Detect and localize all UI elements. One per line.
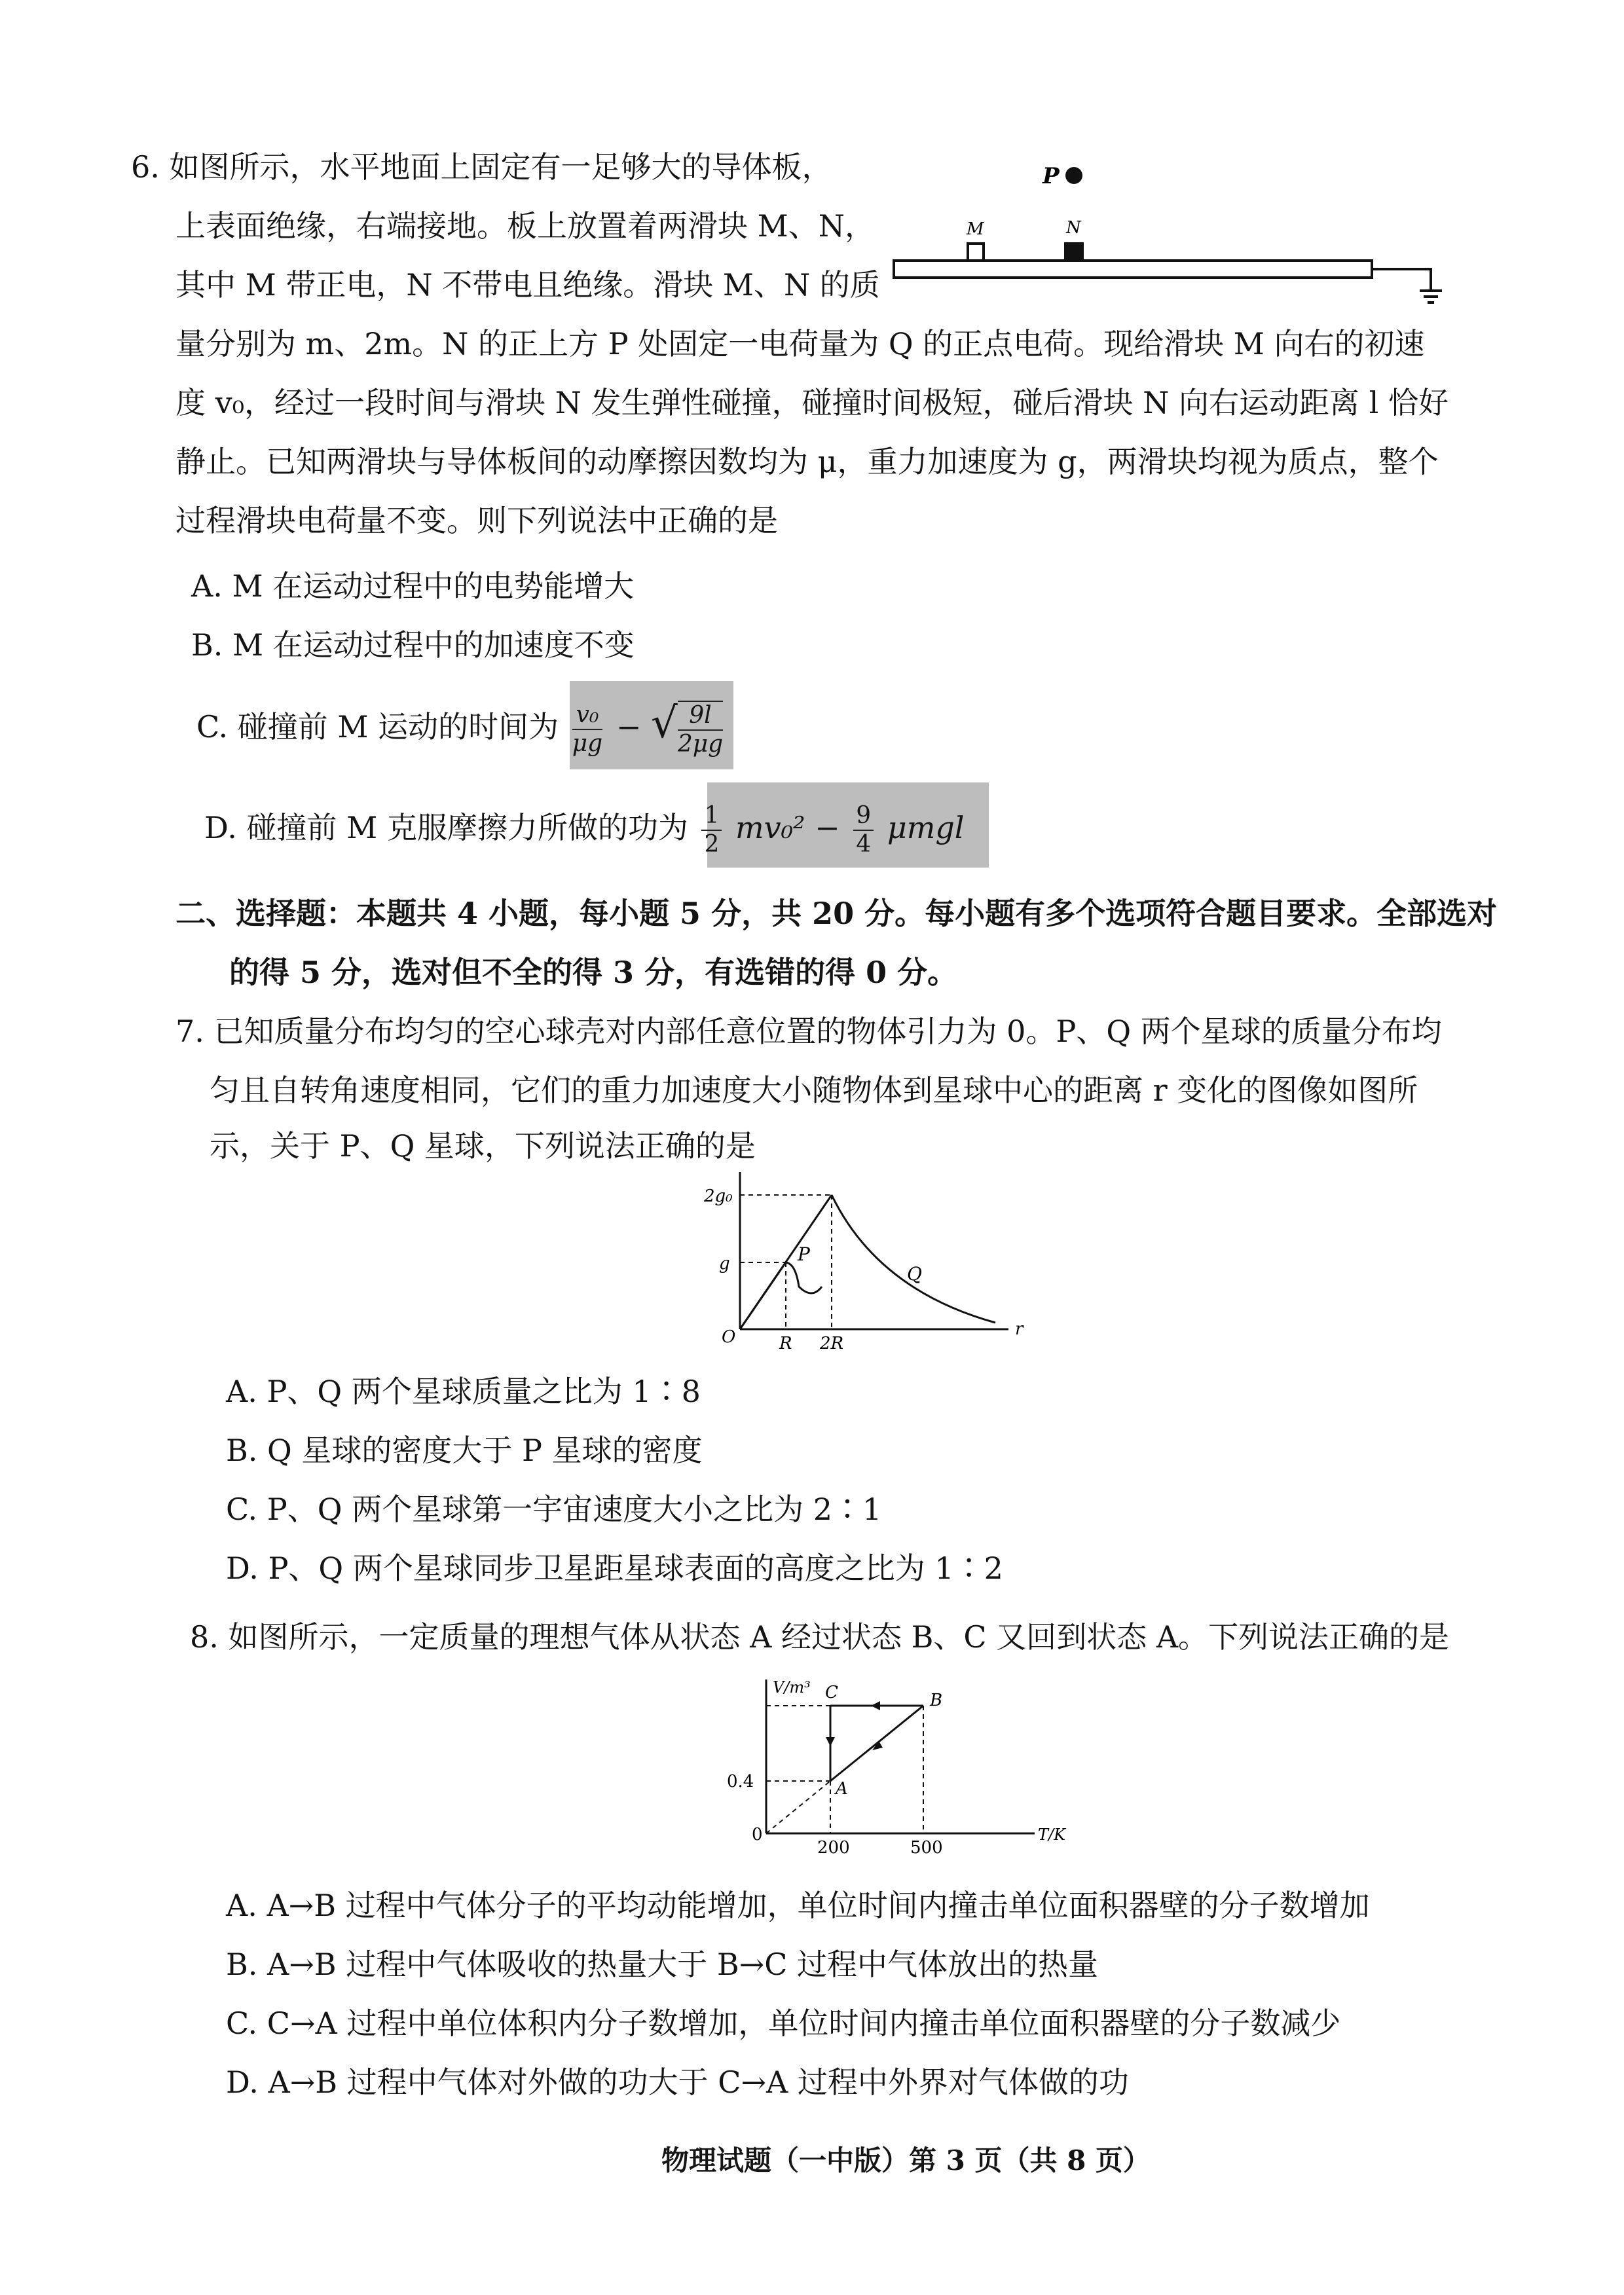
slider-m-label: M — [967, 219, 984, 239]
q6-line-7: 过程滑块电荷量不变。则下列说法中正确的是 — [175, 503, 778, 538]
q8-option-c: C. C→A 过程中单位体积内分子数增加，单位时间内撞击单位面积器壁的分子数减少 — [226, 2006, 1341, 2041]
q6-option-c-sqrt-num: 9l — [678, 702, 723, 731]
q8-label-c: C — [825, 1683, 838, 1702]
q8-graph — [707, 1673, 1074, 1863]
q6-option-d — [204, 802, 965, 858]
charge-p-dot — [1065, 167, 1082, 184]
q7-label-g: g — [719, 1254, 730, 1274]
q6-option-d-frac1-den: 2 — [704, 831, 720, 858]
charge-p-label: P — [1043, 163, 1060, 189]
q8-label-a: A — [836, 1779, 848, 1799]
q6-option-d-mid: mv₀² − — [735, 810, 840, 845]
q6-option-d-tail: μmgl — [887, 810, 965, 845]
q6-option-c-frac1-num: v₀ — [572, 701, 602, 730]
slider-m — [968, 244, 984, 261]
q8-label-500: 500 — [910, 1838, 943, 1858]
q6-option-d-frac1-num: 1 — [701, 802, 722, 831]
q7-label-r: R — [779, 1334, 792, 1353]
q8-label-04: 0.4 — [727, 1772, 754, 1791]
section2-header-line1: 二、选择题：本题共 4 小题，每小题 5 分，共 20 分。每小题有多个选项符合题目要求。全部选对 — [175, 896, 1498, 931]
q7-label-x-r: r — [1015, 1319, 1024, 1339]
conductor-plate — [894, 261, 1372, 278]
q8-option-a: A. A→B 过程中气体分子的平均动能增加，单位时间内撞击单位面积器壁的分子数增加 — [226, 1888, 1370, 1923]
q6-line-4: 量分别为 m、2m。N 的正上方 P 处固定一电荷量为 Q 的正点电荷。现给滑块 M 向右的初速 — [175, 326, 1425, 361]
q7-graph — [681, 1166, 1048, 1362]
q7-label-origin: O — [722, 1327, 736, 1347]
q6-line-2: 上表面绝缘，右端接地。板上放置着两滑块 M、N， — [175, 208, 875, 244]
q6-option-c-sqrt-den: 2μg — [677, 731, 724, 758]
q7-label-2r: 2R — [820, 1334, 844, 1353]
q6-option-c-frac1-den: μg — [572, 730, 603, 757]
q6-option-a: A. M 在运动过程中的电势能增大 — [191, 568, 635, 604]
q7-option-a: A. P、Q 两个星球质量之比为 1∶8 — [226, 1374, 701, 1409]
q7-curve-q-decay — [832, 1195, 995, 1323]
q6-option-c-sqrt-frac — [678, 701, 723, 758]
q6-option-d-frac2-num: 9 — [853, 802, 874, 831]
q6-option-c-frac1 — [572, 701, 602, 758]
q6-option-d-frac2 — [853, 802, 874, 858]
q7-curve-p-tail — [786, 1262, 822, 1293]
section2-header-line2: 的得 5 分，选对但不全的得 3 分，有选错的得 0 分。 — [229, 955, 958, 990]
q8-dash-origin-a — [766, 1781, 830, 1833]
slider-n-label: N — [1066, 218, 1081, 238]
q6-option-d-frac2-den: 4 — [856, 831, 872, 858]
q8-line-ab — [830, 1706, 923, 1781]
q8-option-b: B. A→B 过程中气体吸收的热量大于 B→C 过程中气体放出的热量 — [226, 1947, 1099, 1982]
q8-option-d: D. A→B 过程中气体对外做的功大于 C→A 过程中外界对气体做的功 — [226, 2065, 1129, 2100]
q6-option-d-prefix: D. 碰撞前 M 克服摩擦力所做的功为 — [204, 810, 688, 845]
q7-line-3: 示，关于 P、Q 星球，下列说法正确的是 — [210, 1128, 756, 1164]
q6-line-5: 度 v₀，经过一段时间与滑块 N 发生弹性碰撞，碰撞时间极短，碰后滑块 N 向右运动距离 l 恰好 — [175, 385, 1449, 420]
ground-wire — [1372, 269, 1431, 289]
q6-line-6: 静止。已知两滑块与导体板间的动摩擦因数均为 μ，重力加速度为 g，两滑块均视为质点，整个 — [175, 444, 1439, 479]
q7-label-p: P — [798, 1243, 810, 1265]
q6-option-b: B. M 在运动过程中的加速度不变 — [191, 627, 635, 663]
q6-option-c-minus: − — [616, 709, 642, 744]
q7-line-1: 7. 已知质量分布均匀的空心球壳对内部任意位置的物体引力为 0。P、Q 两个星球的质量分布均 — [175, 1014, 1442, 1049]
q6-option-c — [196, 701, 727, 758]
q8-label-origin: 0 — [752, 1825, 763, 1845]
q7-line-2: 匀且自转角速度相同，它们的重力加速度大小随物体到星球中心的距离 r 变化的图像如图所 — [210, 1073, 1418, 1108]
q6-option-d-frac1 — [701, 802, 722, 858]
q8-label-200: 200 — [817, 1838, 850, 1858]
q7-label-q: Q — [907, 1263, 922, 1285]
q8-label-xaxis: T/K — [1038, 1826, 1066, 1844]
q7-label-2g0: 2g₀ — [704, 1186, 733, 1206]
q8-line-1: 8. 如图所示，一定质量的理想气体从状态 A 经过状态 B、C 又回到状态 A。下列说法正确的是 — [190, 1619, 1450, 1655]
q7-option-d: D. P、Q 两个星球同步卫星距星球表面的高度之比为 1∶2 — [226, 1551, 1003, 1586]
slider-n — [1064, 242, 1084, 261]
q7-option-c: C. P、Q 两个星球第一宇宙速度大小之比为 2∶1 — [226, 1492, 882, 1527]
q6-figure — [884, 144, 1473, 314]
q6-line-3: 其中 M 带正电，N 不带电且绝缘。滑块 M、N 的质 — [175, 267, 880, 303]
q6-option-c-prefix: C. 碰撞前 M 运动的时间为 — [196, 709, 559, 744]
q6-option-c-sqrt-sign: √ — [651, 699, 678, 748]
q8-arrow-bc — [871, 1701, 880, 1710]
q6-line-1: 6. 如图所示，水平地面上固定有一足够大的导体板， — [131, 149, 832, 185]
q8-label-b: B — [930, 1691, 943, 1710]
q8-label-yaxis: V/m³ — [773, 1678, 811, 1697]
q8-arrow-ca — [826, 1737, 835, 1746]
page-footer: 物理试题（一中版）第 3 页（共 8 页） — [661, 2144, 1151, 2176]
q7-option-b: B. Q 星球的密度大于 P 星球的密度 — [226, 1433, 703, 1468]
